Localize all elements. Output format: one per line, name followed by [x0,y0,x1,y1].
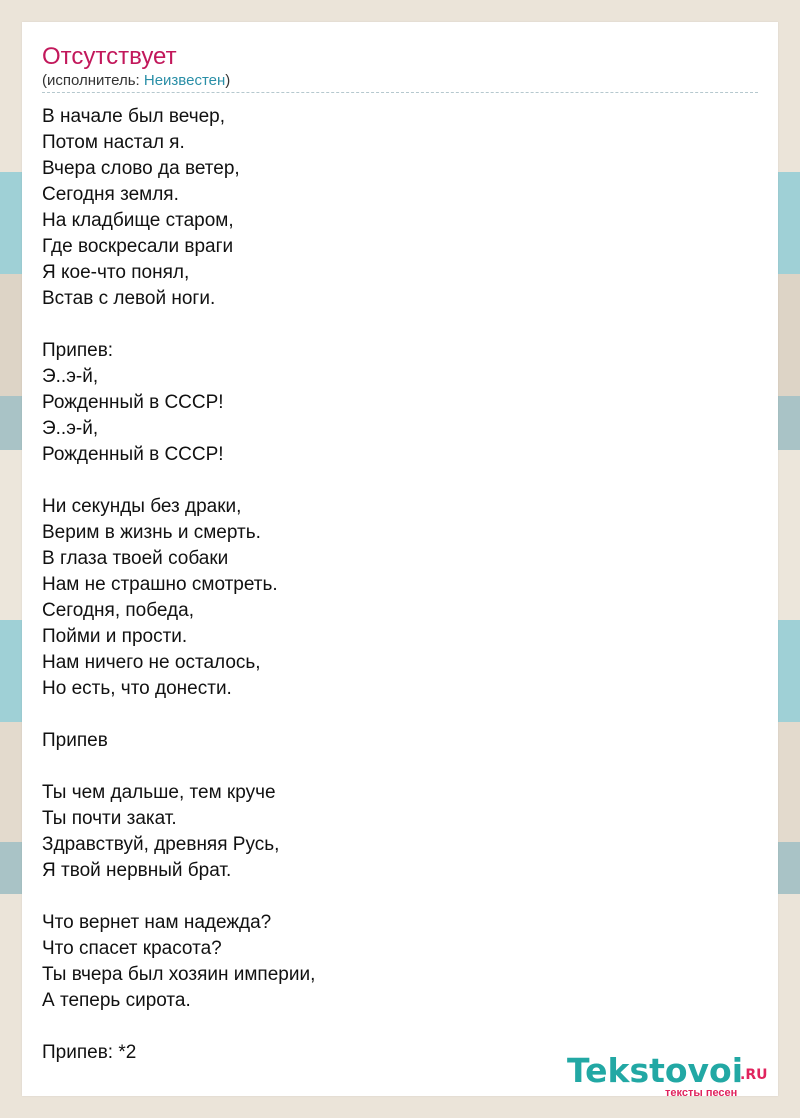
lyric-line: Сегодня земля. [42,184,179,205]
lyric-blank-line [42,702,315,728]
site-logo[interactable] [567,1053,772,1101]
lyric-blank-line [42,468,315,494]
lyric-line: Припев: *2 [42,1042,137,1063]
lyric-line: Нам ничего не осталось, [42,652,261,673]
lyrics-text [42,104,315,1066]
lyrics-sheet [22,22,778,1099]
lyric-line: Вчера слово да ветер, [42,158,240,179]
lyric-line: Рожденный в СССР! [42,444,224,465]
performer-line [42,72,230,89]
lyric-blank-line [42,1014,315,1040]
lyric-line: В начале был вечер, [42,106,226,127]
song-title: Отсутствует [42,43,177,70]
lyric-line: Что спасет красота? [42,938,222,959]
lyric-blank-line [42,754,315,780]
lyric-line: Сегодня, победа, [42,600,194,621]
lyric-line: Где воскресали враги [42,236,234,257]
performer-suffix: ) [225,72,231,89]
lyric-line: Ты чем дальше, тем круче [42,782,276,803]
lyric-line: Нам не страшно смотреть. [42,574,278,595]
header-divider [42,92,758,93]
lyric-line: Я кое-что понял, [42,262,190,283]
lyric-line: Верим в жизнь и смерть. [42,522,261,543]
lyric-line: Рожденный в СССР! [42,392,224,413]
performer-link[interactable]: Неизвестен [143,72,226,89]
lyric-line: Пойми и прости. [42,626,188,647]
logo-domain: .RU [740,1067,768,1083]
logo-wordmark: Tekstovoi [567,1051,744,1090]
lyric-blank-line [42,884,315,910]
lyric-blank-line [42,312,315,338]
lyric-line: Ты почти закат. [42,808,177,829]
performer-prefix: (исполнитель: [42,72,144,89]
lyric-line: На кладбище старом, [42,210,234,231]
lyric-line: В глаза твоей собаки [42,548,229,569]
lyric-line: Но есть, что донести. [42,678,232,699]
lyric-line: Ты вчера был хозяин империи, [42,964,316,985]
lyric-line: Здравствуй, древняя Русь, [42,834,280,855]
lyric-line: Что вернет нам надежда? [42,912,272,933]
lyric-line: Э..э-й, [42,418,99,439]
lyric-line: Потом настал я. [42,132,185,153]
logo-tagline: тексты песен [665,1087,738,1099]
lyric-line: Припев [42,730,108,751]
lyric-line: Э..э-й, [42,366,99,387]
lyric-line: Встав с левой ноги. [42,288,216,309]
lyric-line: Я твой нервный брат. [42,860,232,881]
lyric-line: Припев: [42,340,114,361]
lyric-line: Ни секунды без драки, [42,496,242,517]
lyric-line: А теперь сирота. [42,990,191,1011]
